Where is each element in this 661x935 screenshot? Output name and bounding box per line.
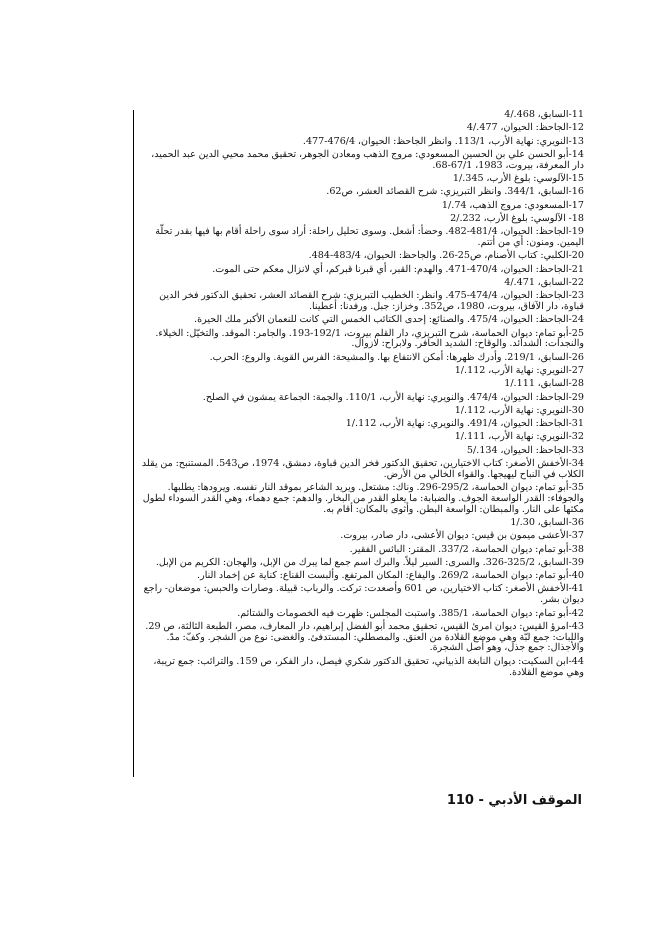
endnote: 25-أبو تمام: ديوان الحماسة، شرح التبريزي، دار القلم بيروت، 192/1-193. والجامر: الموقد. والتخيّل: الخيلاء. والنجدات: الشدائد. والوقاح: الشديد الحافر. ولابراح: لازوال. xyxy=(155,327,584,350)
endnote: 15-الآلوسي: بلوغ الأرب، 345./1 xyxy=(452,172,584,184)
endnote: 26-السابق، 219/1. وأدرك ظهرها: أمكن الانتفاع بها. والمشيحة: الفرس القوية. والروع: الحرب. xyxy=(209,351,584,363)
endnote: 44-ابن السكيت: ديوان النابغة الذبياني، تحقيق الدكتور شكري فيصل، دار الفكر، ص 159. والترائب: جمع تريبة، وهي موضع القلادة. xyxy=(153,655,584,678)
endnote: 17-المسعودي: مروج الذهب، 74./1 xyxy=(441,199,584,211)
endnote: 20-الكلبي: كتاب الأصنام، ص25-26. والجاحظ: الحيوان، 483/4-484. xyxy=(308,250,584,262)
endnote: 40-أبو تمام: ديوان الحماسة، 269/2. واليفاع: المكان المرتفع. وألبست القناع: كناية عن إخماد النار. xyxy=(197,570,584,582)
margin-rule-lower xyxy=(133,482,134,777)
endnote: 42-أبو تمام: ديوان الحماسة، 385/1. واستبت المجلس: ظهرت فيه الخصومات والشتائم. xyxy=(237,607,584,619)
endnote: 24-الجاحظ: الحيوان، 475/4. والصنائع: إحدى الكتائب الخمس التي كانت للنعمان الأكبر ملك الحيرة. xyxy=(194,314,584,326)
endnote: 19-الجاحظ: الحيوان، 481/4-482. وحضأ: أشعل. وسوى تحليل راحلة: أراد سوى راحلة أقام بها فيها بقدر تحلّة اليمين. ومنون: أي من أتتم. xyxy=(155,226,584,248)
endnote: 33-الجاحظ: الحيوان، 134./5 xyxy=(466,444,584,456)
endnote: 27-النويري: نهاية الأرب، 112./1 xyxy=(454,364,584,376)
endnote: 23-الجاحظ: الحيوان، 474/4-475. وانظر: الخطيب التبريزي: شرح القصائد العشر، تحقيق الدكتور فخر الدين قباوة، دار الآفاق، بيروت، 1980، ص352. وخزاز: جبل. ورفدنا: أعطينا. xyxy=(159,290,584,312)
endnote: 37-الأعشى ميمون بن قيس: ديوان الأعشى، دار صادر، بيروت. xyxy=(340,530,584,542)
endnote: 39-السابق، 325/2-326. والسرى: السير ليلاً. والبرك اسم جمع لما يبرك من الإبل، والهجان: الكريم من الإبل. xyxy=(155,556,584,568)
endnote: 32-النويري: نهاية الأرب، 111./1 xyxy=(454,431,584,443)
endnote: 30-النويري: نهاية الأرب، 112./1 xyxy=(454,404,584,416)
margin-rule-upper xyxy=(133,110,134,482)
endnote: 29-الجاحظ: الحيوان، 474/4. والنويري: نهاية الأرب، 110/1. والجمة: الجماعة يمشون في الصلح. xyxy=(202,391,584,403)
endnote: 31-الجاحظ: الحيوان، 491/4. والنويري: نهاية الأرب، 112./1 xyxy=(345,418,584,430)
endnote: 13-النويري: نهاية الأرب، 113/1. وانظر الجاحظ: الحيوان، 476/4-477. xyxy=(302,135,584,147)
endnote: 28-السابق، 111./1 xyxy=(504,378,584,390)
endnote: 21-الجاحظ: الحيوان، 470/4-471. والهدم: القبر، أي قبرنا قبركم، أي لانزال معكم حتى الموت. xyxy=(212,263,584,275)
endnote: 11-السابق، 468./4 xyxy=(504,110,584,120)
page-footer: الموقف الأدبي - 110 xyxy=(446,793,582,808)
endnote: 14-أبو الحسن علي بن الحسين المسعودي: مروج الذهب ومعادن الجوهر، تحقيق محمد محيي الدين عبد الحميد، دار المعرفة، بيروت، 1983، 67/1-68. xyxy=(151,148,584,171)
endnote: 35-أبو تمام: ديوان الحماسة، 295/2-296. وناك: مشتعل. ويريد الشاعر بموقد النار نفسه. ويرودها: يطلبها. والجوفاء: القدر الواسعة الجوف. والضبابة: ما يعلو القدر من البخار. والدهم: جمع دهماء، وهي القدر السوداء لطول مكثها على النار. والمبطان: الواسعة البطن. وأثوى بالمكان: أقام به. xyxy=(142,482,584,515)
endnote: 36-السابق، 30./1 xyxy=(510,517,584,528)
endnote: 16-السابق، 344/1. وانظر التبريزي: شرح القصائد العشر، ص62. xyxy=(326,186,584,198)
endnote: 22-السابق، 471./4 xyxy=(504,276,584,288)
endnote: 38-أبو تمام: ديوان الحماسة، 337/2. المقتر: البائس الفقير. xyxy=(349,543,584,555)
endnote: 34-الأخفش الأصغر: كتاب الاختيارين، تحقيق الدكتور فخر الدين قباوة، دمشق، 1974، ص543. المستنبح: من يقلد الكلاب في النباح ليهيجها. والقواء الخالي من الأرض. xyxy=(141,458,584,480)
endnote: 12-الجاحظ: الحيوان، 477./4 xyxy=(466,122,584,134)
endnote: 43-امرؤ القيس: ديوان امرئ القيس، تحقيق محمد أبو الفضل إبراهيم، دار المعارف، مصر، الطبعة الثالثة، ص 29. واللبات: جمع لبّة وهي موضع القلادة من العنق. والمصطلي: المستدفئ. والغضى: نوع من الشجر. وكفّ: مدّ. والأجذال: جمع جذل، وهو أصل الشجرة. xyxy=(145,620,584,654)
endnote: 41-الأخفش الأصغر: كتاب الاختيارين، ص 601 وأصعدت: تركت. والرباب: قبيلة. وصارات والحبس: موضعان- راجع ديوان بشر. xyxy=(143,583,584,606)
endnotes-list xyxy=(138,110,584,770)
endnote: 18- الآلوسي: بلوغ الأرب، 232./2 xyxy=(450,212,584,224)
